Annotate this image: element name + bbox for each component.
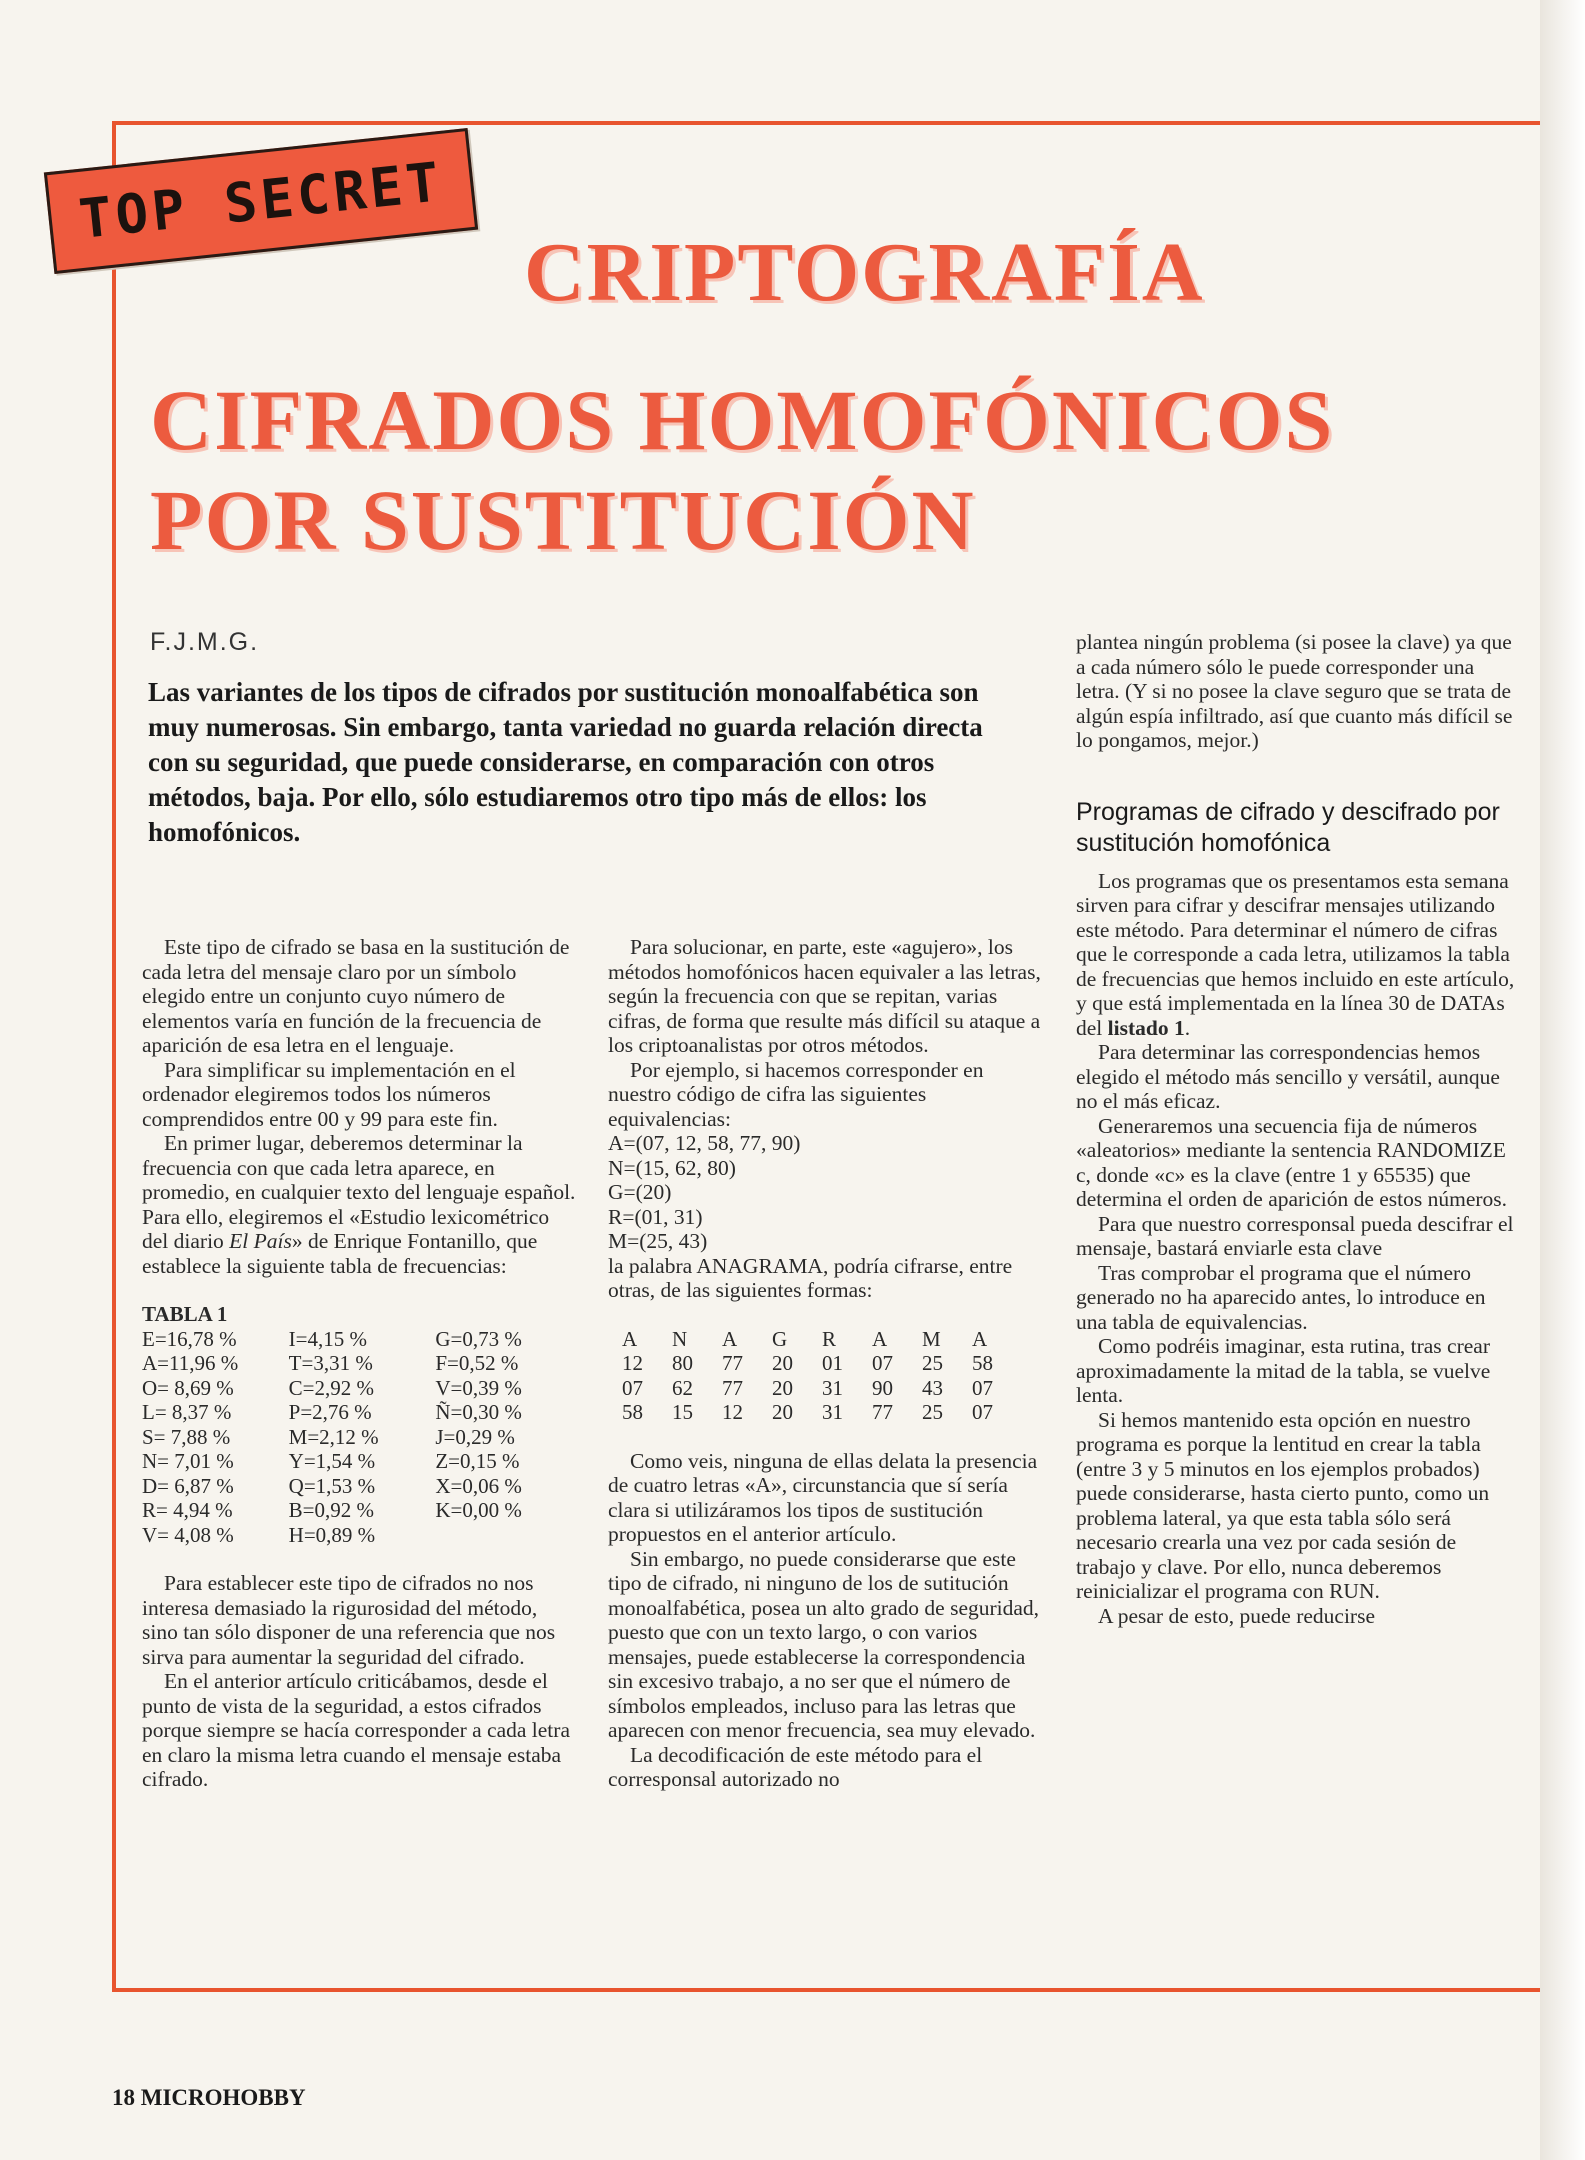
- kicker-title: CRIPTOGRAFÍA: [524, 226, 1205, 319]
- table-row: [622, 1327, 1022, 1352]
- table-row: [142, 1351, 582, 1376]
- table-row: [622, 1400, 1022, 1425]
- table-cell: 20: [772, 1375, 793, 1400]
- table-cell: 90: [872, 1375, 893, 1400]
- table-cell: G=0,73 %: [435, 1326, 522, 1351]
- paragraph: Si hemos mantenido esta opción en nuestro programa es porque la lentitud en crear la tabla (entre 3 y 5 minutos en los ejemplos probados) puede considerarse, hasta cierto punto, como un problema lateral, ya que esta tabla sólo será necesario crearla una vez por cada sesión de trabajo y clave. Por ello, nunca deberemos reinicializar el programa con RUN.: [1076, 1407, 1490, 1603]
- table-cell: E=16,78 %: [142, 1326, 237, 1351]
- table-cell: F=0,52 %: [435, 1351, 519, 1375]
- table-cell: R: [822, 1326, 837, 1351]
- table-row: [142, 1425, 582, 1450]
- table-cell: 15: [672, 1400, 693, 1424]
- paragraph: Para solucionar, en parte, este «agujero», los métodos homofónicos hacen equivaler a las letras, según la frecuencia con que se repitan, varias cifras, de forma que resulte más difícil su ataque a los criptoanalistas por otros métodos.: [608, 935, 1041, 1057]
- table-cell: 25: [922, 1400, 943, 1424]
- equivalence-line: R=(01, 31): [608, 1204, 703, 1229]
- paragraph: Como podréis imaginar, esta rutina, tras crear aproximadamente la mitad de la tabla, se vuelve lenta.: [1076, 1334, 1491, 1407]
- stamp-text: TOP SECRET: [76, 150, 446, 251]
- table-row: [142, 1474, 582, 1499]
- cipher-example-table: [622, 1327, 1022, 1425]
- table-cell: M=2,12 %: [288, 1424, 379, 1449]
- table-row: [142, 1400, 582, 1425]
- paragraph: la palabra ANAGRAMA, podría cifrarse, entre otras, de las siguientes formas:: [608, 1253, 1013, 1302]
- paragraph: Para que nuestro corresponsal pueda descifrar el mensaje, bastará enviarle esta clave: [1076, 1211, 1514, 1260]
- table-cell: G: [772, 1326, 788, 1351]
- paragraph: A pesar de esto, puede reducirse: [1098, 1603, 1376, 1628]
- paragraph: La decodificación de este método para el corresponsal autorizado no: [608, 1742, 983, 1791]
- table-cell: P=2,76 %: [288, 1400, 372, 1424]
- table-cell: A: [722, 1326, 738, 1351]
- table-cell: B=0,92 %: [288, 1498, 374, 1522]
- table-cell: 07: [622, 1375, 643, 1400]
- equivalence-line: N=(15, 62, 80): [608, 1155, 736, 1180]
- table-cell: A: [872, 1326, 888, 1351]
- author-byline: F.J.M.G.: [150, 628, 260, 656]
- newspaper-name: El País: [229, 1229, 292, 1253]
- table-cell: Z=0,15 %: [435, 1449, 520, 1473]
- table-row: [142, 1449, 582, 1474]
- column-3: [1076, 630, 1518, 1628]
- paragraph: En el anterior artículo criticábamos, desde el punto de vista de la seguridad, a estos cifrados porque siempre se hacía corresponder a cada letra en claro la misma letra cuando el mensaje estaba cifrado.: [142, 1669, 570, 1791]
- table-cell: A: [972, 1326, 988, 1351]
- table-cell: T=3,31 %: [288, 1351, 373, 1375]
- left-rule: [112, 121, 116, 1991]
- table-cell: O= 8,69 %: [142, 1375, 234, 1400]
- table-cell: 07: [872, 1351, 893, 1375]
- table-cell: C=2,92 %: [288, 1375, 374, 1400]
- table-cell: 77: [872, 1400, 893, 1424]
- main-title-line2: POR SUSTITUCIÓN: [150, 472, 976, 568]
- text-run: » de Enrique Fontanillo, que establece la siguiente tabla de frecuencias:: [142, 1229, 538, 1278]
- column-1: [142, 935, 577, 1792]
- table-row: [142, 1376, 582, 1401]
- table-cell: 20: [772, 1351, 793, 1375]
- table-cell: A: [622, 1326, 638, 1351]
- table-row: [142, 1327, 582, 1352]
- table-cell: 25: [922, 1351, 943, 1375]
- table-row: [622, 1351, 1022, 1376]
- table-cell: K=0,00 %: [435, 1498, 522, 1522]
- paragraph: Este tipo de cifrado se basa en la sustitución de cada letra del mensaje claro por un símbolo elegido entre un conjunto cuyo número de elementos varía en función de la frecuencia de aparición de esa letra en el lenguaje.: [142, 935, 570, 1057]
- table-cell: V= 4,08 %: [142, 1522, 234, 1547]
- table-cell: S= 7,88 %: [142, 1424, 231, 1449]
- table-title: TABLA 1: [142, 1302, 228, 1326]
- table-cell: [435, 1523, 582, 1548]
- table-cell: 01: [822, 1351, 843, 1375]
- paragraph: Por ejemplo, si hacemos corresponder en nuestro código de cifra las siguientes equivalencias:: [608, 1057, 984, 1131]
- column-2: [608, 935, 1043, 1792]
- paragraph: Para simplificar su implementación en el ordenador elegiremos todos los números comprendidos entre 00 y 99 para este fin.: [142, 1057, 516, 1131]
- table-cell: I=4,15 %: [288, 1326, 367, 1351]
- page-edge: [1540, 0, 1585, 2160]
- table-cell: J=0,29 %: [435, 1424, 515, 1449]
- equivalence-line: M=(25, 43): [608, 1229, 708, 1253]
- table-cell: L= 8,37 %: [142, 1400, 232, 1424]
- table-cell: 07: [972, 1400, 993, 1424]
- table-cell: V=0,39 %: [435, 1375, 522, 1400]
- table-cell: 20: [772, 1400, 793, 1424]
- lead-paragraph: Las variantes de los tipos de cifrados por sustitución monoalfabética son muy numerosas. Sin embargo, tanta variedad no guarda relación directa con su seguridad, que puede considerarse, en comparación con otros métodos, baja. Por ello, sólo estudiaremos otro tipo más de ellos: los homofónicos.: [148, 677, 983, 847]
- table-cell: 31: [822, 1400, 843, 1424]
- table-cell: D= 6,87 %: [142, 1473, 234, 1498]
- equivalence-line: A=(07, 12, 58, 77, 90): [608, 1131, 801, 1155]
- table-cell: 31: [822, 1375, 843, 1400]
- table-cell: 80: [672, 1351, 693, 1375]
- table-row: [622, 1376, 1022, 1401]
- table-cell: Ñ=0,30 %: [435, 1400, 522, 1424]
- paragraph: Para determinar las correspondencias hemos elegido el método más sencillo y versátil, aunque no el más eficaz.: [1076, 1040, 1500, 1113]
- table-cell: 43: [922, 1375, 943, 1400]
- table-cell: H=0,89 %: [288, 1522, 376, 1547]
- page-footer: 18 MICROHOBBY: [112, 2085, 306, 2110]
- bottom-rule: [112, 1988, 1572, 1992]
- table-cell: 07: [972, 1375, 993, 1400]
- listing-ref: listado 1: [1107, 1015, 1185, 1040]
- table-cell: 12: [722, 1400, 743, 1424]
- table-cell: R= 4,94 %: [142, 1498, 233, 1522]
- table-cell: N= 7,01 %: [142, 1449, 234, 1473]
- paragraph: [1076, 869, 1518, 1041]
- table-cell: 58: [622, 1400, 643, 1424]
- text-run: En primer lugar, deberemos determinar la frecuencia con que cada letra aparece, en promedio, en cualquier texto del lenguaje español. Para ello, elegiremos el «Estudio lexicométrico del diario: [142, 1131, 576, 1253]
- paragraph: Para establecer este tipo de cifrados no nos interesa demasiado la rigurosidad del método, sino tan sólo disponer de una referencia que nos sirva para aumentar la seguridad del cifrado.: [142, 1571, 556, 1669]
- table-row: [142, 1523, 582, 1548]
- table-cell: N: [672, 1326, 688, 1351]
- table-cell: A=11,96 %: [142, 1351, 239, 1375]
- table-cell: 77: [722, 1351, 743, 1375]
- table-cell: M: [922, 1326, 941, 1351]
- top-secret-stamp: [44, 128, 478, 274]
- table-cell: 58: [972, 1351, 993, 1375]
- table-cell: 77: [722, 1375, 743, 1400]
- table-cell: X=0,06 %: [435, 1473, 522, 1498]
- table-cell: Q=1,53 %: [288, 1473, 376, 1498]
- top-rule: [112, 121, 1572, 125]
- paragraph: Como veis, ninguna de ellas delata la presencia de cuatro letras «A», circunstancia que sí sería clara si utilizáramos los tipos de sustitución propuestos en el anterior artículo.: [608, 1448, 1038, 1546]
- paragraph: plantea ningún problema (si posee la clave) ya que a cada número sólo le puede corresponder una letra. (Y si no posee la clave seguro que se trata de algún espía infiltrado, así que cuanto más difícil se lo pongamos, mejor.): [1076, 630, 1513, 752]
- main-title-line1: CIFRADOS HOMOFÓNICOS: [150, 372, 1335, 468]
- paragraph: [142, 1131, 577, 1278]
- table-row: [142, 1498, 582, 1523]
- frequency-table: [142, 1327, 582, 1548]
- equivalence-line: G=(20): [608, 1180, 672, 1204]
- table-cell: Y=1,54 %: [288, 1449, 376, 1473]
- table-cell: 12: [622, 1351, 643, 1375]
- paragraph: Generaremos una secuencia fija de números «aleatorios» mediante la sentencia RANDOMIZE c, donde «c» es la clave (entre 1 y 65535) que determina el orden de aparición de estos números.: [1076, 1113, 1508, 1211]
- paragraph: Tras comprobar el programa que el número generado no ha aparecido antes, lo introduce en una tabla de equivalencias.: [1076, 1260, 1486, 1334]
- section-subhead: Programas de cifrado y descifrado por sustitución homofónica: [1076, 797, 1500, 857]
- table-cell: 62: [672, 1375, 693, 1400]
- text-run: .: [1184, 1015, 1191, 1040]
- paragraph: Sin embargo, no puede considerarse que este tipo de cifrado, ni ninguno de los de sutitución monoalfabética, posea un alto grado de seguridad, puesto que con un texto largo, o con varios mensajes, puede establecerse la correspondencia sin excesivo trabajo, a no ser que el número de símbolos empleados, incluso para las letras que aparecen con menor frecuencia, sea muy elevado.: [608, 1546, 1040, 1742]
- text-run: Los programas que os presentamos esta semana sirven para cifrar y descifrar mensajes utilizando este método. Para determinar el número de cifras que le corresponde a cada letra, utilizamos la tabla de frecuencias que hemos incluido en este artículo, y que está implementada en la línea 30 de DATAs del: [1076, 868, 1515, 1040]
